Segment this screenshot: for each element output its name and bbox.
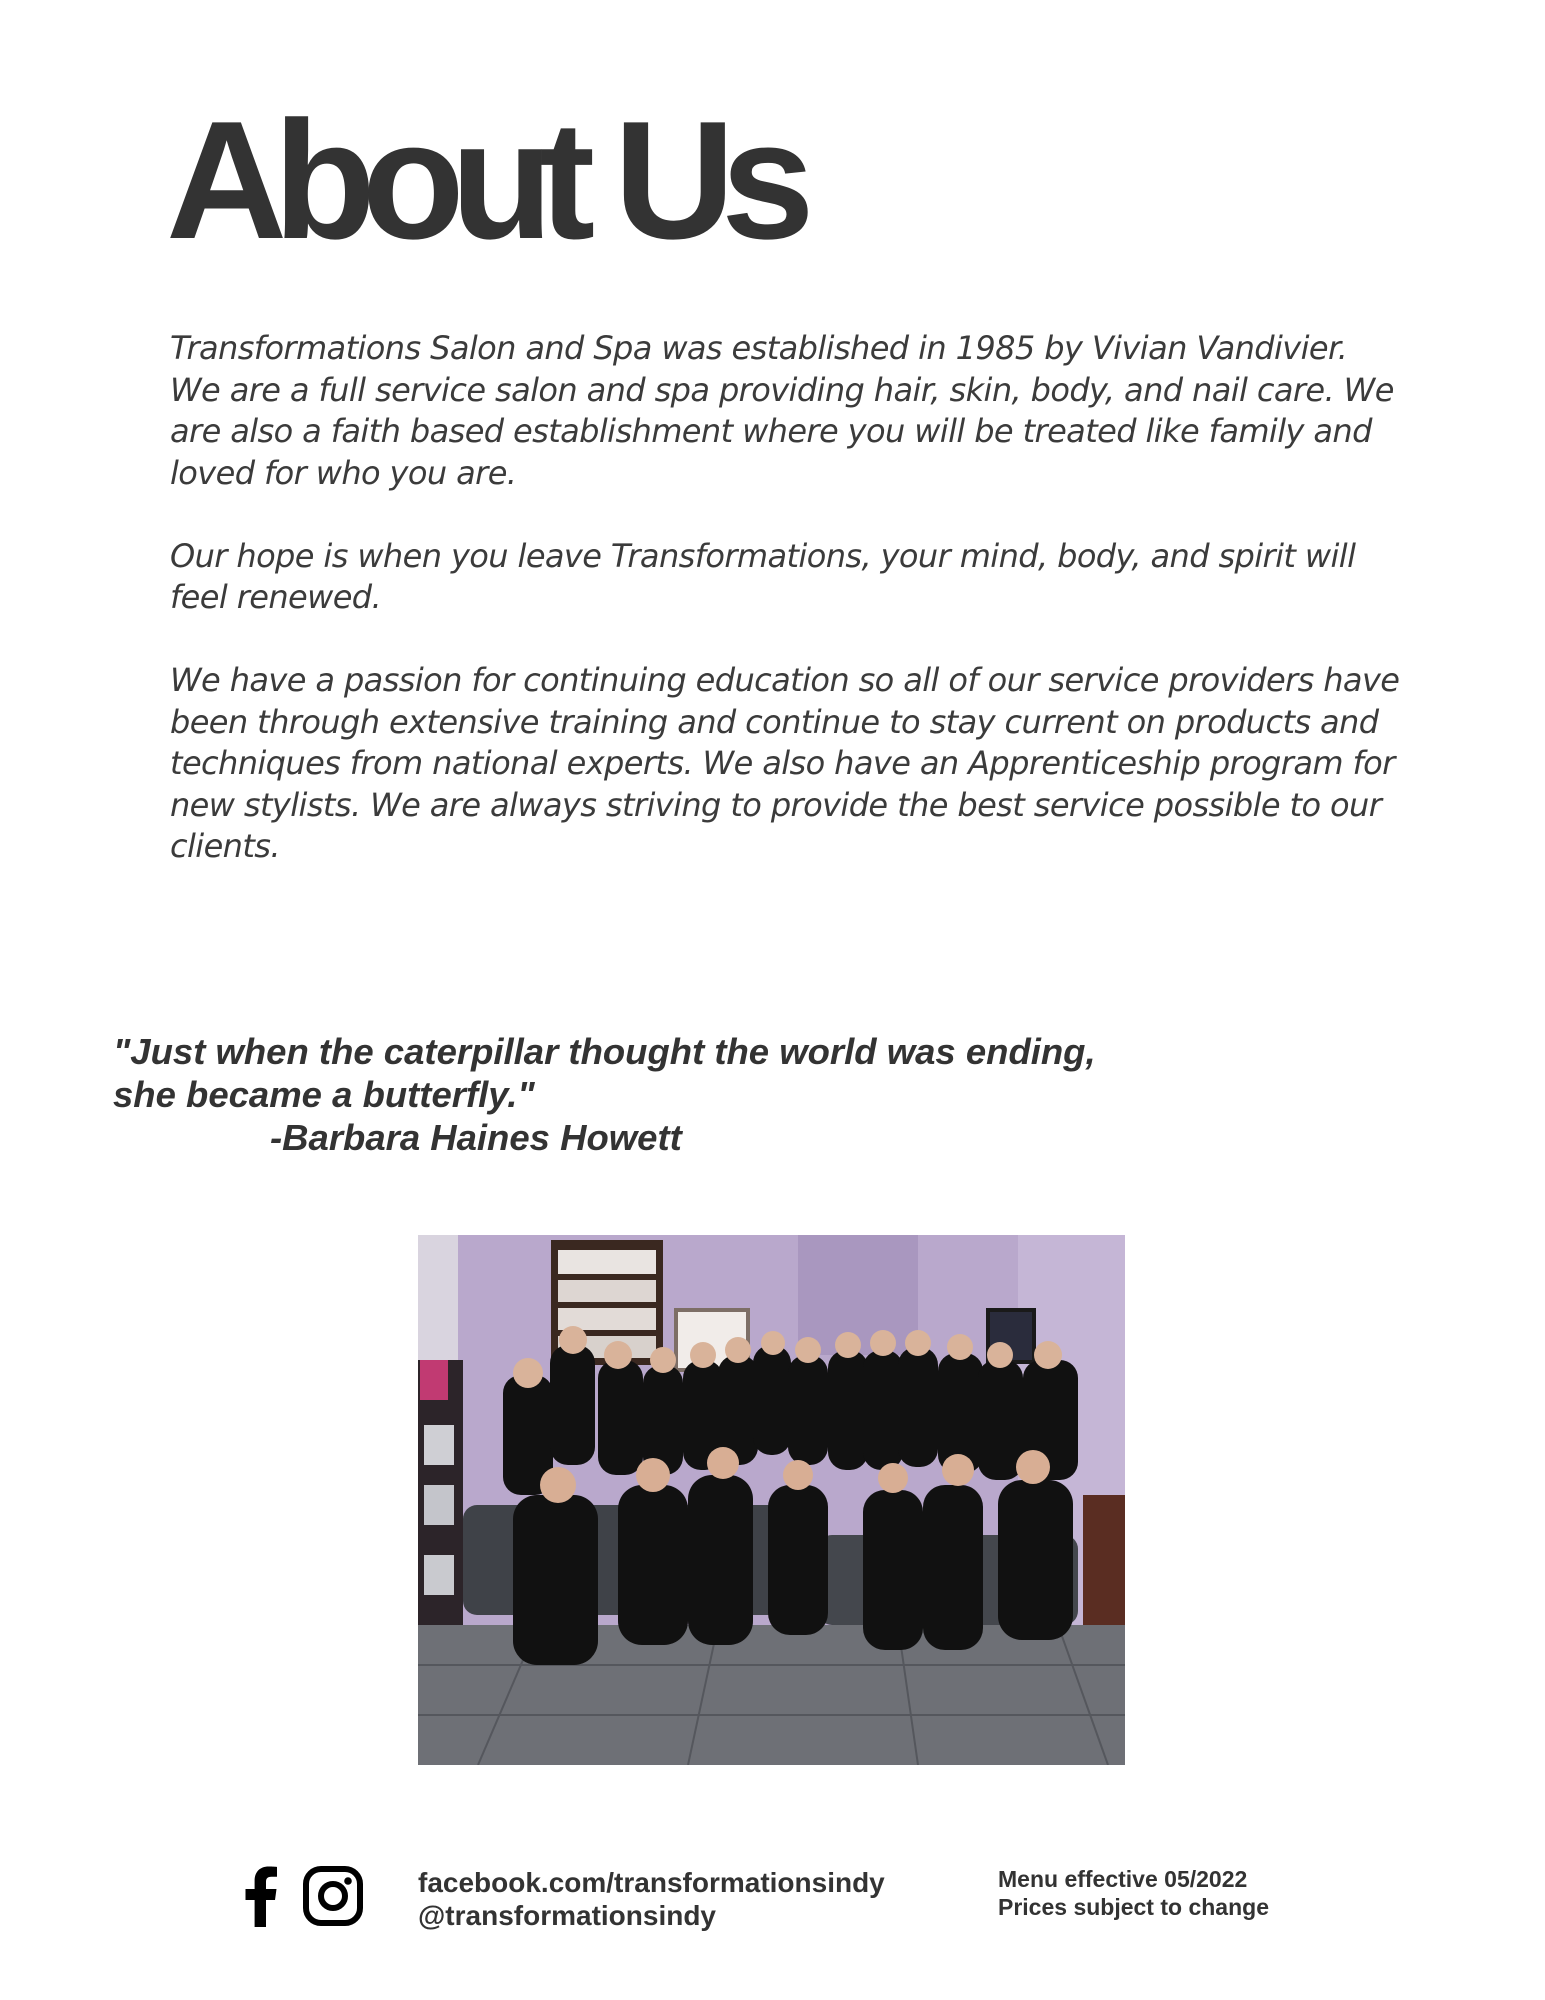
staff-group-photo xyxy=(418,1235,1125,1765)
social-handles xyxy=(418,1866,885,1932)
quote-author: -Barbara Haines Howett xyxy=(270,1117,682,1158)
menu-effective-date: Menu effective 05/2022 xyxy=(998,1866,1248,1892)
instagram-icon[interactable] xyxy=(302,1865,364,1927)
social-icons xyxy=(240,1863,364,1929)
about-text xyxy=(170,328,1400,868)
butterfly-quote xyxy=(113,1030,1213,1159)
about-paragraph-hope: Our hope is when you leave Transformations, your mind, body, and spirit will feel renewed. xyxy=(170,536,1356,616)
quote-line-1: "Just when the caterpillar thought the world was ending, xyxy=(113,1031,1096,1072)
facebook-icon[interactable] xyxy=(240,1865,280,1927)
instagram-handle[interactable]: @transformationsindy xyxy=(418,1900,717,1931)
about-paragraph-education: We have a passion for continuing education so all of our service providers have been through extensive training and continue to stay current on products and techniques from national experts. We also have an Apprenticeship program for new stylists. We are always striving to provide the best service possible to our clients. xyxy=(170,661,1400,865)
menu-notice xyxy=(998,1865,1269,1921)
prices-note: Prices subject to change xyxy=(998,1894,1269,1920)
about-paragraph-history: Transformations Salon and Spa was established in 1985 by Vivian Vandivier. We are a full service salon and spa providing hair, skin, body, and nail care. We are also a faith based establishment where you will be treated like family and loved for who you are. xyxy=(170,329,1394,492)
facebook-link[interactable]: facebook.com/transformationsindy xyxy=(418,1867,885,1898)
page-title: About Us xyxy=(166,86,801,274)
quote-line-2: she became a butterfly." xyxy=(113,1074,535,1115)
